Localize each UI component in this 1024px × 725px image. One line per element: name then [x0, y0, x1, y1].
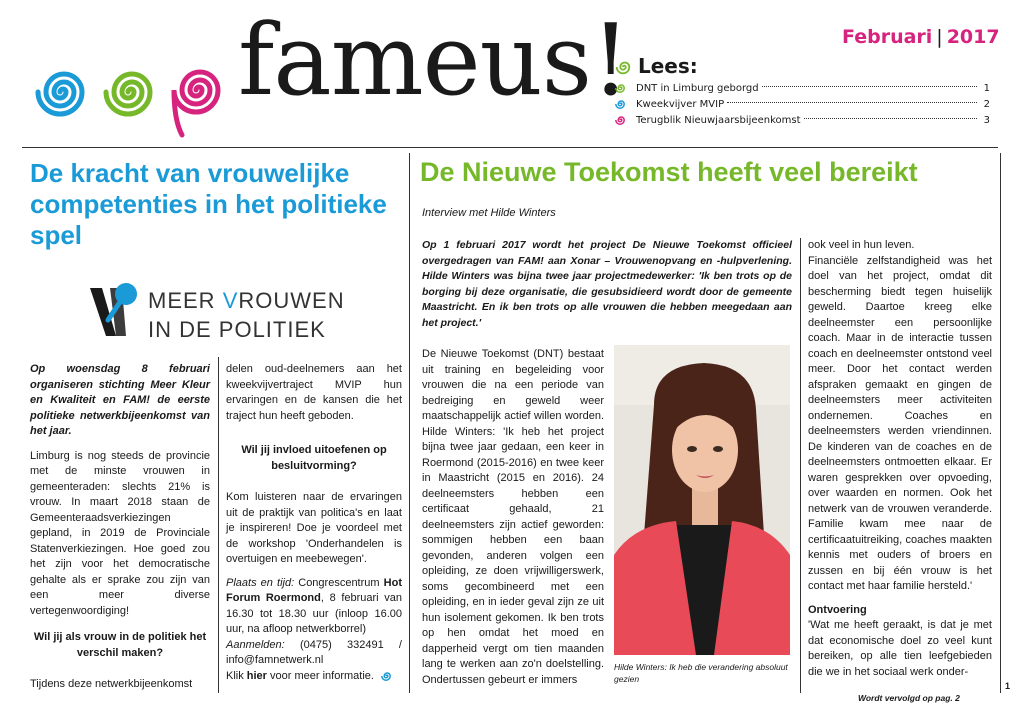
column-divider: [409, 153, 410, 693]
body-paragraph: Kom luisteren naar de ervaringen uit de praktijk van politica's en laat je inspireren! Doe je voordeel met de workshop 'Onderhandelen is overtuigen en meebewegen'.: [226, 491, 402, 565]
toc-label: DNT in Limburg geborgd: [636, 82, 759, 94]
left-article-headline: De kracht van vrouwelijke competenties in het politieke spel: [30, 158, 387, 250]
mvip-logo-line1: [148, 286, 345, 315]
date-separator: |: [936, 26, 943, 48]
register-label: Aanmelden:: [226, 638, 285, 651]
click-text: voor meer informatie.: [266, 669, 374, 682]
right-article-headline: De Nieuwe Toekomst heeft veel bereikt: [420, 157, 918, 187]
page-number: 1: [1005, 681, 1011, 691]
register-text: (0475) 332491 / info@famnetwerk.nl: [226, 638, 402, 666]
blue-spiral-icon: [380, 670, 392, 682]
mvip-logo-word: ROUWEN: [238, 288, 345, 313]
masthead-rule: [22, 147, 998, 148]
toc-leader: [727, 102, 977, 103]
toc-leader: [762, 86, 977, 87]
column-divider: [1000, 153, 1001, 693]
body-paragraph: Financiële zelfstandigheid was het doel van het project, omdat dit bescherming biedt tegen huiselijk geweld. Daartoe kreeg elke deelneemster een persoonlijke coach. Maar in de interactie tussen coach en deelneemster ontstond veel meer. Door het contact werden afspraken gemaakt en gingen de deelneemsters meer activiteiten ondernemen. Coaches en deelneemsters werden vriendinnen. De kinderen van de coaches en de deelneemsters ontmoetten elkaar. Er waren gesprekken over opvoeding, over waarden en normen. Ook het netwerk van de vrouwen veranderde. Familie kwam mee naar de certificaatuitreiking, coaches maakten kennis met ouders of broers en zussen en bij één vrouw is het contact met haar familie hersteld.': [808, 254, 992, 592]
left-col1: [30, 362, 210, 619]
lead-paragraph: Op woensdag 8 februari organiseren stichting Meer Kleur en Kwaliteit en FAM! de eerste politieke netwerkbijeenkomst van het jaar.: [30, 363, 210, 437]
body-paragraph: Limburg is nog steeds de provincie met de minste vrouwen in gemeenteraden: slechts 21% is vrouw. In maart 2018 staan de Gemeenteraadsverkiezingen gepland, in 2019 de Provinciale Statenverkiezingen. Hoe goed zou het zijn voor het democratische gehalte als er sprake zou zijn van een meer diverse vertegenwoordiging!: [30, 449, 210, 617]
subheading: Wil jij invloed uitoefenen op besluitvorming?: [241, 444, 387, 472]
time-text: , 8 februari van 16.30 tot 18.30 uur (inloop 16.00 uur, na afloop netwerkborrel): [226, 592, 403, 635]
green-spiral-icon: [98, 62, 158, 122]
pink-spiral-icon: [166, 60, 226, 140]
click-text: Klik: [226, 669, 247, 682]
subheading: Wil jij als vrouw in de politiek het verschil maken?: [33, 631, 207, 659]
left-col2: [226, 362, 402, 424]
toc-spiral-icon: [614, 58, 632, 76]
portrait-image: [614, 345, 790, 655]
place-text: Congrescentrum: [294, 576, 384, 589]
body-paragraph: Tijdens deze netwerkbijeenkomst: [30, 678, 193, 690]
body-paragraph: ook veel in hun leven.: [808, 239, 915, 251]
blue-spiral-icon: [30, 62, 90, 122]
more-info: [226, 669, 402, 685]
right-col2: [808, 238, 992, 680]
subheading: Ontvoering: [808, 603, 867, 616]
byline: Interview met Hilde Winters: [422, 207, 556, 219]
issue-date: [842, 26, 1000, 48]
here-link[interactable]: hier: [246, 669, 267, 682]
toc-page: 3: [983, 114, 990, 126]
photo-caption: Hilde Winters: Ik heb die verandering absoluut gezien: [614, 662, 788, 684]
issue-year: 2017: [946, 26, 1000, 48]
toc-page: 1: [983, 82, 990, 94]
place-label: Plaats en tijd:: [226, 576, 295, 589]
toc-label: Terugblik Nieuwjaarsbijeenkomst: [636, 114, 801, 126]
mvip-logo-word: MEER: [148, 288, 223, 313]
mvip-logo-text: [148, 286, 345, 344]
issue-month: Februari: [842, 26, 933, 48]
left-col2-lower: [226, 490, 402, 684]
toc-page: 2: [983, 98, 990, 110]
toc-heading: Lees:: [638, 54, 698, 78]
pink-spiral-icon: [614, 114, 626, 126]
mvip-logo-mark: [86, 278, 144, 342]
hilde-winters-photo: [614, 345, 790, 655]
venue: Hot Forum Roermond: [226, 576, 402, 604]
mvip-logo-v: V: [222, 288, 239, 313]
body-paragraph: 'Wat me heeft geraakt, is dat je met dat economische doel zo veel kunt bereiken, op alle tien leefgebieden die we in het sociaal werk onder-: [808, 619, 992, 678]
registration: [226, 638, 402, 669]
right-col1: De Nieuwe Toekomst (DNT) bestaat uit training en begeleiding voor vrouwen die na een periode van bedreiging en geweld weer maatschappelijk actief willen worden. Hilde Winters: 'Ik heb het project bijna twee jaar gedaan, een keer in Roermond (2015-2016) en twee keer in Maastricht (2015 en 2016). 24 deelneemsters hebben een certificaat gehaald, 21 deelneemsters zijn actief geworden: sommigen hebben een baan gevonden, anderen volgen een opleiding, ze doen vrijwilligerswerk, soms gecombineerd met een opleiding, en in ieder geval zijn ze uit hun isolement gekomen. Ik ben trots op hen omdat het moed en dapperheid vergt om tien maanden lang te werken aan zo'n doelstelling. Ondertussen gebeurt er immers: [422, 348, 604, 686]
green-spiral-icon: [614, 82, 626, 94]
column-divider: [218, 357, 219, 693]
intro-paragraph: Op 1 februari 2017 wordt het project De Nieuwe Toekomst officieel overgedragen van FAM! aan Xonar – Vrouwenopvang en -hulpverlening. Hilde Winters was bijna twee jaar projectmedewerker: 'Ik ben trots op de borging bij deze organisatie, die gesubsidieerd wordt door de gemeente Maastricht. En ik ben trots op alle vrouwen die hebben meegedaan aan het project.': [422, 239, 792, 329]
continued-note: Wordt vervolgd op pag. 2: [858, 693, 960, 703]
column-divider: [800, 238, 801, 693]
toc-label: Kweekvijver MVIP: [636, 98, 725, 110]
toc-item-terugblik[interactable]: [614, 113, 990, 127]
body-paragraph: delen oud-deelnemers aan het kweekvijvertraject MVIP hun ervaringen en de kansen die het traject hun heeft geboden.: [226, 363, 402, 422]
toc-leader: [804, 118, 978, 119]
toc-item-mvip[interactable]: [614, 97, 990, 111]
blue-spiral-icon: [614, 98, 626, 110]
masthead-title: fameus!: [238, 4, 630, 118]
toc-item-dnt[interactable]: [614, 81, 990, 95]
event-details: [226, 576, 402, 638]
mvip-logo-line2: IN DE POLITIEK: [148, 317, 326, 342]
